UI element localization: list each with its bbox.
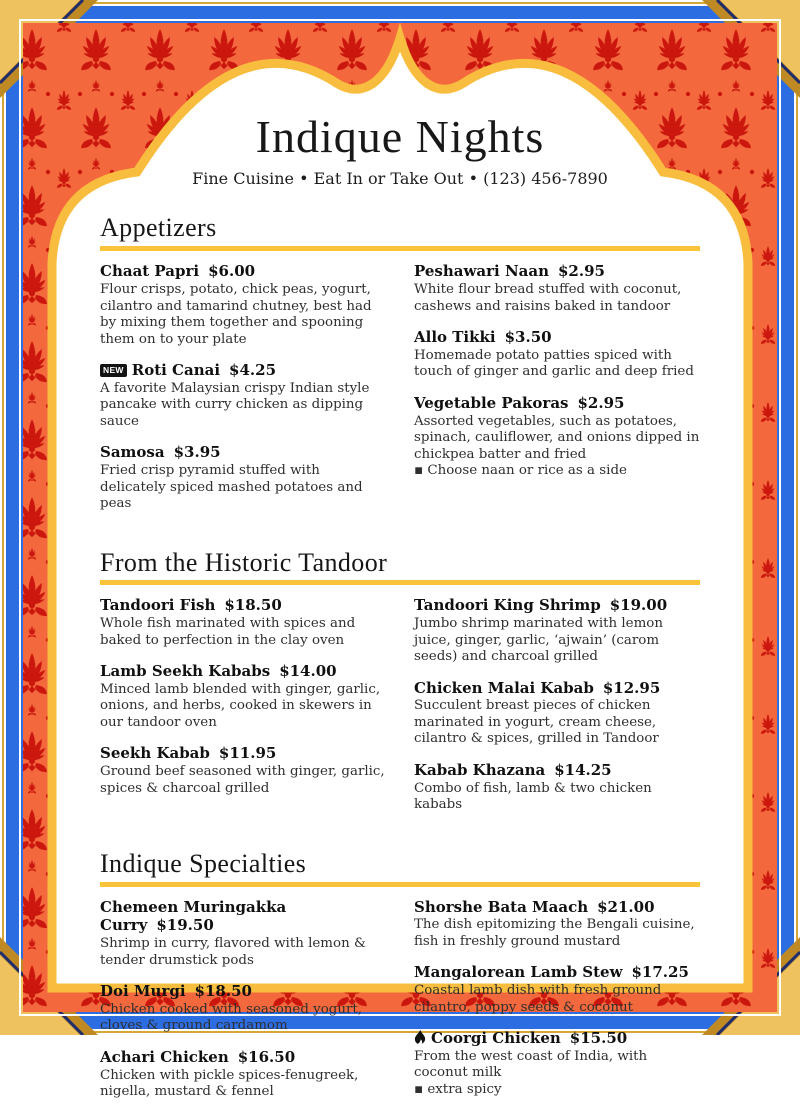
menu-item-name: Doi Murgi [100,982,186,1001]
section-columns [100,262,700,525]
menu-item-description: Fried crisp pyramid stuffed with delicately spiced mashed potatoes and peas [100,463,363,512]
menu-item-description: Assorted vegetables, such as potatoes, spinach, cauliflower, and onions dipped in chickpea batter and fried [414,413,700,462]
menu-item-name: Kabab Khazana [414,760,546,779]
section-divider [100,580,700,585]
menu-item [100,744,386,797]
menu-item-header [100,1048,386,1067]
new-badge: NEW [100,364,127,377]
menu-item-description: White flour bread stuffed with coconut, cashews and raisins baked in tandoor [414,282,682,314]
menu-item-note: ▪ Choose naan or rice as a side [414,463,627,479]
section-columns [100,898,700,1114]
menu-item-header [414,1029,700,1048]
menu-item-description: From the west coast of India, with coconut milk [414,1048,648,1081]
menu-item [414,596,700,665]
menu-item-name: Chicken Malai Kabab [414,678,594,697]
menu-item [100,361,386,430]
menu-item-name: Tandoori Fish [100,596,216,615]
menu-item [414,761,700,814]
menu-item [414,328,700,381]
menu-item [100,262,386,348]
menu-item-description: Homemade potato patties spiced with touch of ginger and garlic and deep fried [414,347,694,380]
menu-item-name: Samosa [100,443,165,462]
menu-item-header [414,596,700,615]
menu-item-name: Vegetable Pakoras [414,393,569,412]
menu-item [100,662,386,731]
menu-item-price: $19.00 [609,596,668,615]
menu-column [414,596,700,826]
menu-column [100,898,386,1114]
brand-block [100,0,700,189]
menu-item [414,262,700,315]
menu-section [100,548,700,827]
menu-section [100,849,700,1114]
menu-item-name: Peshawari Naan [414,262,549,281]
restaurant-tagline: Fine Cuisine • Eat In or Take Out • (123) 456-7890 [192,168,608,188]
section-divider [100,246,700,251]
section-columns [100,596,700,826]
menu-item-description: Chicken with pickle spices-fenugreek, nigella, mustard & fennel [100,1067,359,1100]
menu-item-name: Chaat Papri [100,262,200,281]
menu-item-header [100,982,386,1001]
menu-item [414,1029,700,1098]
menu-item-name: Coorgi Chicken [431,1029,561,1048]
menu-item [100,1048,386,1101]
menu-item-description: A favorite Malaysian crispy Indian style pancake with curry chicken as dipping sauce [100,380,370,429]
menu-item-price: $15.50 [569,1029,628,1048]
menu-item-header [100,662,386,681]
flame-icon [414,1030,427,1045]
menu-item-description: Chicken cooked with seasoned yogurt, cloves & ground cardamom [100,1001,363,1034]
menu-column [100,596,386,826]
section-divider [100,882,700,887]
menu-item [414,394,700,480]
menu-sections [100,213,700,1113]
menu-item [100,982,386,1035]
menu-item-header [100,744,386,763]
menu-item-price: $2.95 [558,262,605,281]
menu-item-price: $3.50 [504,328,552,347]
menu-item-name: Mangalorean Lamb Stew [414,963,623,982]
menu-item [414,679,700,748]
menu-item-price: $6.00 [208,262,256,281]
menu-item-description: Whole fish marinated with spices and baked to perfection in the clay oven [100,616,356,648]
menu-item-price: $3.95 [173,443,221,462]
menu-column [414,262,700,525]
menu-column [100,262,386,525]
menu-item [414,963,700,1016]
menu-item-price: $2.95 [577,393,625,412]
menu-item-name: Allo Tikki [414,328,496,347]
section-heading: Indique Specialties [100,848,307,878]
section-heading: From the Historic Tandoor [100,547,388,577]
menu-item-price: $11.95 [218,744,277,763]
menu-item [100,596,386,649]
menu-item-description: Shrimp in curry, flavored with lemon & tender drumstick pods [100,936,366,968]
menu-item-price: $19.50 [156,916,214,935]
menu-item-header [414,262,700,281]
menu-item-name: Roti Canai [131,361,221,380]
menu-item-header [414,679,700,698]
menu-item-description: Jumbo shrimp marinated with lemon juice, ginger, garlic, ‘ajwain’ (carom seeds) and charcoal grilled [414,616,663,665]
menu-item-name: Achari Chicken [100,1047,229,1066]
menu-item-price: $18.50 [224,596,282,615]
menu-item-name: Seekh Kabab [100,744,210,763]
menu-item-header [414,898,700,917]
menu-item-price: $16.50 [237,1047,296,1066]
menu-item [100,898,386,970]
menu-item [414,898,700,951]
menu-item-header [100,361,386,380]
section-heading: Appetizers [100,213,217,243]
menu-item-header [100,443,386,462]
menu-item-description: Ground beef seasoned with ginger, garlic, spices & charcoal grilled [100,764,385,796]
menu-item-price: $4.25 [229,361,277,380]
menu-item-header [414,328,700,347]
menu-item-name: Shorshe Bata Maach [414,897,589,916]
menu-item [100,443,386,512]
menu-item-header [100,596,386,615]
menu-item-header [100,898,386,936]
menu-item-header [414,761,700,780]
restaurant-name: Indique Nights [255,111,545,162]
menu-item-description: Flour crisps, potato, chick peas, yogurt, cilantro and tamarind chutney, best had by mixing them together and spooning them on to your plate [100,282,372,347]
menu-item-price: $18.50 [194,982,252,1001]
menu-item-header [100,262,386,281]
menu-item-description: Coastal lamb dish with fresh ground cilantro, poppy seeds & coconut [414,983,662,1015]
menu-item-price: $12.95 [602,678,661,697]
menu-item-price: $14.25 [554,760,612,779]
menu-item-price: $21.00 [597,897,655,916]
menu-item-price: $14.00 [279,662,337,681]
menu-item-name: Tandoori King Shrimp [414,596,601,615]
menu-item-price: $17.25 [631,963,689,982]
menu-column [414,898,700,1114]
menu-item-header [414,963,700,982]
menu-item-header [414,394,700,413]
menu-item-note: ▪ extra spicy [414,1081,502,1097]
menu-item-name: Lamb Seekh Kababs [100,662,271,681]
menu-item-name: Chemeen Muringakka Curry [100,897,287,935]
menu-item-description: Minced lamb blended with ginger, garlic, onions, and herbs, cooked in skewers in our tandoor oven [100,681,381,730]
menu-item-description: Succulent breast pieces of chicken marinated in yogurt, cream cheese, cilantro & spices, grilled in Tandoor [414,698,659,747]
menu-content [100,0,700,1114]
menu-item-description: Combo of fish, lamb & two chicken kababs [414,780,652,813]
menu-section [100,213,700,525]
menu-item-description: The dish epitomizing the Bengali cuisine, fish in freshly ground mustard [414,917,695,949]
